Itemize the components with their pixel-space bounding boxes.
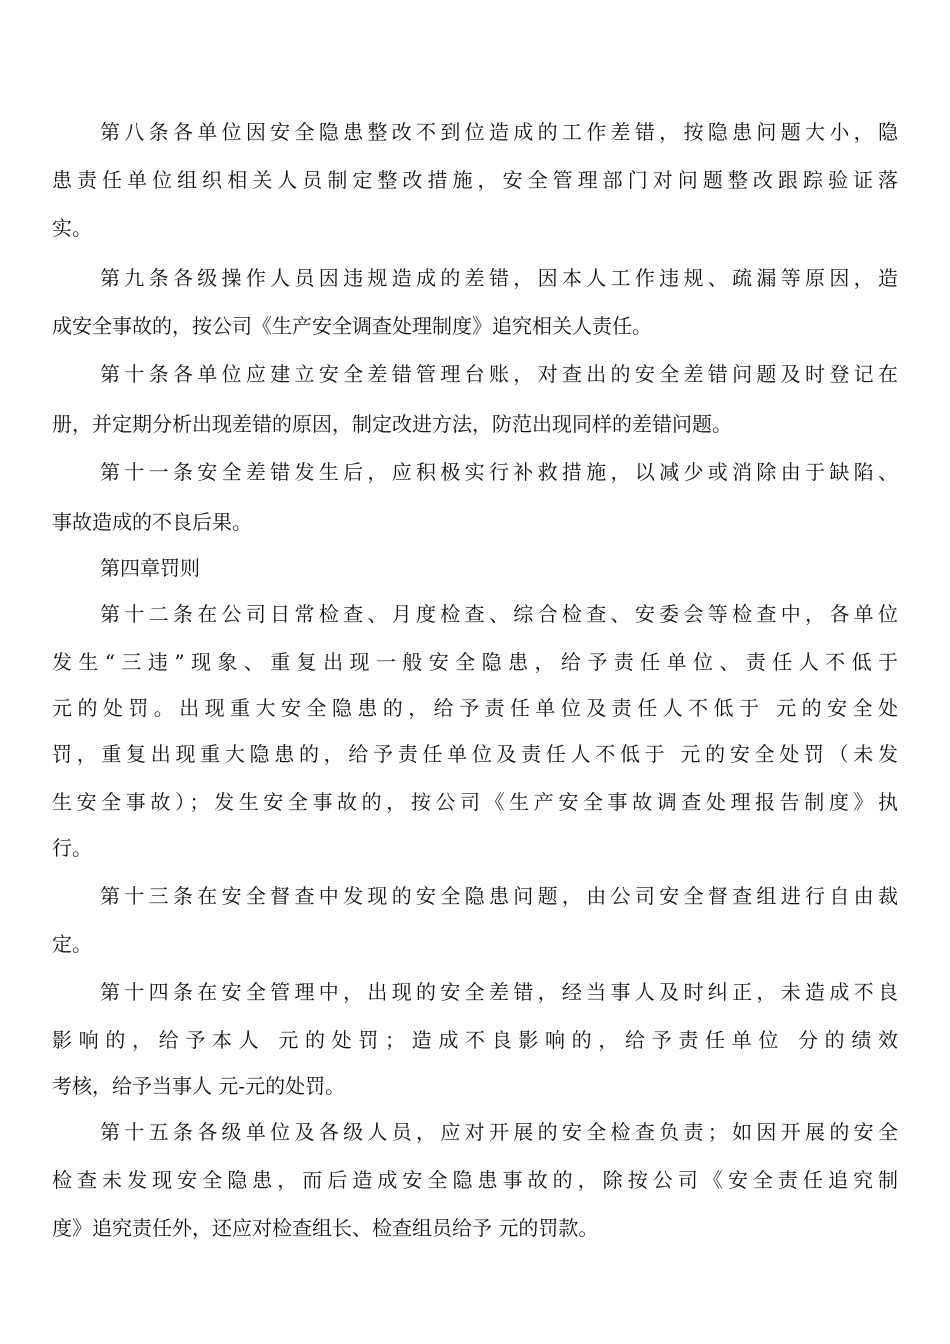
- article-14-line-2: 影响的，给予本人 元的处罚；造成不良影响的，给予责任单位 分的绩效: [52, 1028, 898, 1052]
- article-11-line-1: 第十一条安全差错发生后，应积极实行补救措施，以减少或消除由于缺陷、: [100, 460, 898, 484]
- article-11-line-2: 事故造成的不良后果。: [52, 510, 252, 534]
- article-13-line-2: 定。: [52, 932, 92, 956]
- article-12-line-2: 发生“三违”现象、重复出现一般安全隐患，给予责任单位、责任人不低于: [52, 650, 898, 674]
- article-10-line-1: 第十条各单位应建立安全差错管理台账，对查出的安全差错问题及时登记在: [100, 362, 898, 386]
- article-15-line-1: 第十五条各级单位及各级人员，应对开展的安全检查负责；如因开展的安全: [100, 1120, 898, 1144]
- article-14-line-1: 第十四条在安全管理中，出现的安全差错，经当事人及时纠正，未造成不良: [100, 980, 898, 1004]
- article-9-line-1: 第九条各级操作人员因违规造成的差错，因本人工作违规、疏漏等原因，造: [100, 266, 898, 290]
- article-15-line-2: 检查未发现安全隐患，而后造成安全隐患事故的，除按公司《安全责任追究制: [52, 1168, 898, 1192]
- article-10-line-2: 册，并定期分析出现差错的原因，制定改进方法，防范出现同样的差错问题。: [52, 412, 732, 436]
- article-8-line-1: 第八条各单位因安全隐患整改不到位造成的工作差错，按隐患问题大小，隐: [100, 120, 898, 144]
- article-14-line-3: 考核，给予当事人 元-元的处罚。: [52, 1074, 346, 1098]
- article-12-line-1: 第十二条在公司日常检查、月度检查、综合检查、安委会等检查中，各单位: [100, 602, 898, 626]
- article-15-line-3: 度》追究责任外，还应对检查组长、检查组员给予 元的罚款。: [52, 1216, 599, 1240]
- chapter-4-heading: 第四章罚则: [100, 556, 200, 580]
- article-12-line-6: 行。: [52, 836, 92, 860]
- article-12-line-3: 元的处罚。出现重大安全隐患的，给予责任单位及责任人不低于 元的安全处: [52, 696, 898, 720]
- article-12-line-4: 罚，重复出现重大隐患的，给予责任单位及责任人不低于 元的安全处罚（未发: [52, 742, 898, 766]
- article-12-line-5: 生安全事故）；发生安全事故的，按公司《生产安全事故调查处理报告制度》执: [52, 790, 898, 814]
- article-9-line-2: 成安全事故的，按公司《生产安全调查处理制度》追究相关人责任。: [52, 314, 652, 338]
- article-8-line-2: 患责任单位组织相关人员制定整改措施，安全管理部门对问题整改跟踪验证落: [52, 168, 898, 192]
- article-13-line-1: 第十三条在安全督查中发现的安全隐患问题，由公司安全督查组进行自由裁: [100, 884, 898, 908]
- article-8-line-3: 实。: [52, 216, 92, 240]
